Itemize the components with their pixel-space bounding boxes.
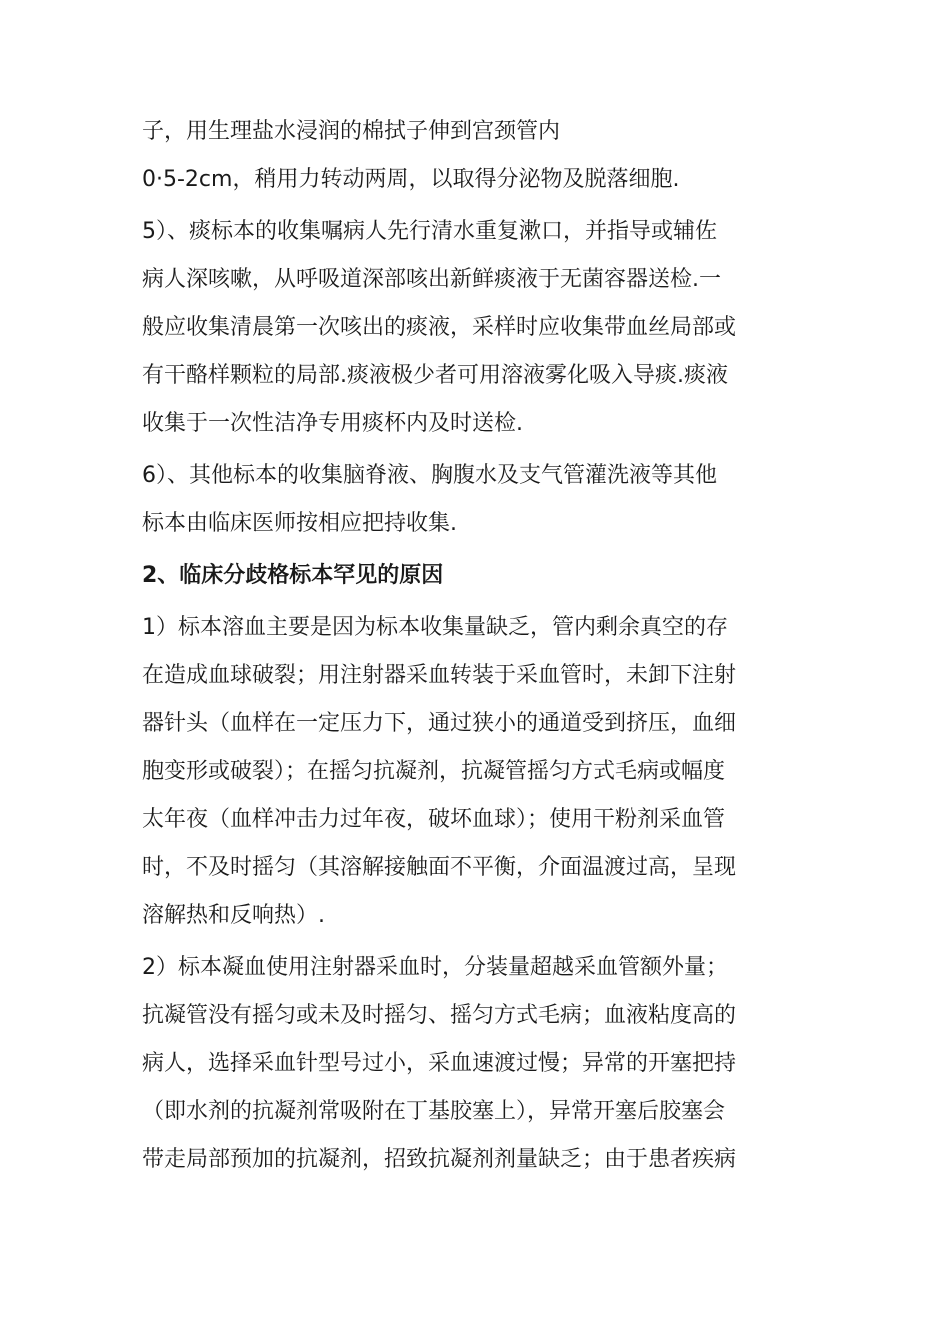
text-line: 抗凝管没有摇匀或未及时摇匀、摇匀方式毛病；血液粘度高的	[142, 1003, 737, 1028]
text-line: 在造成血球破裂；用注射器采血转装于采血管时，未卸下注射	[142, 663, 737, 688]
text-line: 时，不及时摇匀（其溶解接触面不平衡，介面温渡过高，呈现	[142, 855, 737, 880]
text-line: 标本由临床医师按相应把持收集.	[142, 511, 457, 536]
text-line: 带走局部预加的抗凝剂，招致抗凝剂剂量缺乏；由于患者疾病	[142, 1147, 737, 1172]
text-line: 太年夜（血样冲击力过年夜，破坏血球）；使用干粉剂采血管	[142, 807, 726, 832]
text-line: 子，用生理盐水浸润的棉拭子伸到宫颈管内	[142, 119, 561, 144]
text-line: 胞变形或破裂）；在摇匀抗凝剂，抗凝管摇匀方式毛病或幅度	[142, 759, 726, 784]
text-line: 收集于一次性洁净专用痰杯内及时送检.	[142, 411, 523, 436]
text-line: 般应收集清晨第一次咳出的痰液，采样时应收集带血丝局部或	[142, 315, 737, 340]
text-line: 有干酪样颗粒的局部.痰液极少者可用溶液雾化吸入导痰.痰液	[142, 363, 728, 388]
text-line: 器针头（血样在一定压力下，通过狭小的通道受到挤压，血细	[142, 711, 737, 736]
text-line: 病人，选择采血针型号过小，采血速渡过慢；异常的开塞把持	[142, 1051, 737, 1076]
section-heading: 2、临床分歧格标本罕见的原因	[142, 563, 444, 588]
text-line: 溶解热和反响热）.	[142, 903, 325, 928]
document-body	[142, 108, 822, 1184]
text-line: （即水剂的抗凝剂常吸附在丁基胶塞上），异常开塞后胶塞会	[142, 1099, 726, 1124]
text-line: 5）、痰标本的收集嘱病人先行清水重复漱口，并指导或辅佐	[142, 219, 717, 244]
text-line: 1）标本溶血主要是因为标本收集量缺乏，管内剩余真空的存	[142, 615, 728, 640]
text-line: 6）、其他标本的收集脑脊液、胸腹水及支气管灌洗液等其他	[142, 463, 717, 488]
text-line: 2）标本凝血使用注射器采血时，分装量超越采血管额外量；	[142, 955, 728, 980]
text-line: 0·5-2cm，稍用力转动两周，以取得分泌物及脱落细胞.	[142, 167, 680, 192]
text-line: 病人深咳嗽，从呼吸道深部咳出新鲜痰液于无菌容器送检.一	[142, 267, 721, 292]
